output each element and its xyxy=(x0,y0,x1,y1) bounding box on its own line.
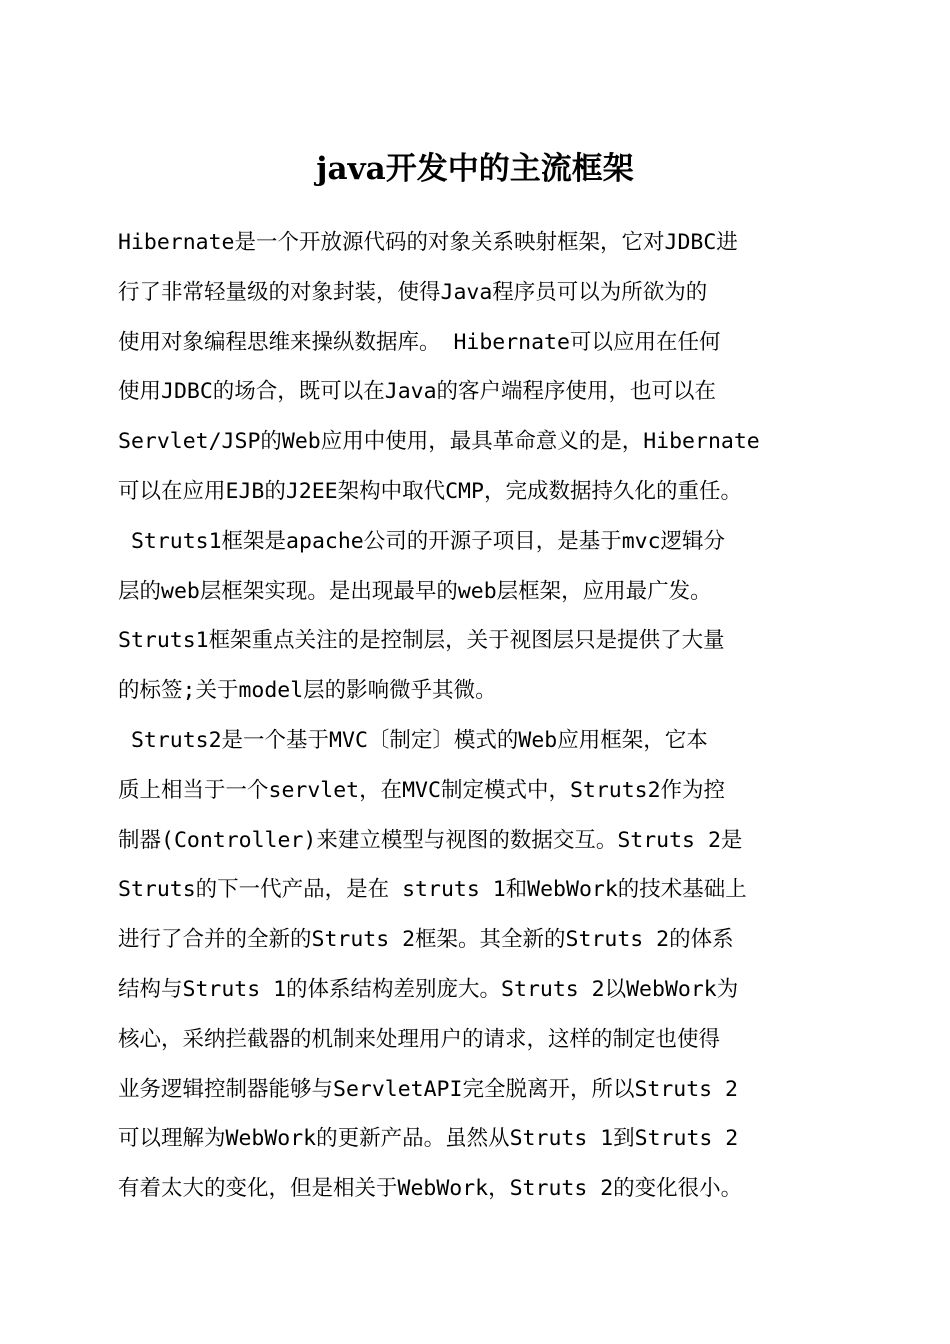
text-line: 可以在应用EJB的J2EE架构中取代CMP，完成数据持久化的重任。 xyxy=(118,478,742,504)
text-line: 结构与Struts 1的体系结构差别庞大。Struts 2以WebWork为 xyxy=(118,976,739,1002)
text-line: 行了非常轻量级的对象封装，使得Java程序员可以为所欲为的 xyxy=(118,279,708,305)
document-title: java开发中的主流框架 xyxy=(316,151,634,187)
text-line: Struts的下一代产品，是在 struts 1和WebWork的技术基础上 xyxy=(118,877,747,903)
text-line: Servlet/JSP的Web应用中使用，最具革命意义的是，Hibernate xyxy=(118,429,760,455)
text-line: Struts1框架重点关注的是控制层，关于视图层只是提供了大量 xyxy=(118,628,725,654)
text-line: 制器(Controller)来建立模型与视图的数据交互。Struts 2是 xyxy=(118,827,743,853)
text-line: 层的web层框架实现。是出现最早的web层框架，应用最广发。 xyxy=(118,578,712,604)
text-line: 可以理解为WebWork的更新产品。虽然从Struts 1到Struts 2 xyxy=(118,1126,739,1152)
document-body xyxy=(118,218,838,1214)
text-line: 业务逻辑控制器能够与ServletAPI完全脱离开，所以Struts 2 xyxy=(118,1076,738,1102)
text-line: 核心，采纳拦截器的机制来处理用户的请求，这样的制定也使得 xyxy=(118,1026,721,1052)
text-line: 使用对象编程思维来操纵数据库。 Hibernate可以应用在任何 xyxy=(118,329,721,355)
text-line: 使用JDBC的场合，既可以在Java的客户端程序使用，也可以在 xyxy=(118,379,717,405)
text-line: 的标签;关于model层的影响微乎其微。 xyxy=(118,678,497,704)
text-line: Hibernate是一个开放源代码的对象关系映射框架，它对JDBC进 xyxy=(118,230,738,255)
text-line: 有着太大的变化，但是相关于WebWork，Struts 2的变化很小。 xyxy=(118,1176,743,1202)
text-line: 质上相当于一个servlet，在MVC制定模式中，Struts2作为控 xyxy=(118,777,726,803)
text-line: Struts2是一个基于MVC〔制定〕模式的Web应用框架，它本 xyxy=(118,727,708,753)
text-line: Struts1框架是apache公司的开源子项目，是基于mvc逻辑分 xyxy=(118,528,726,554)
text-line: 进行了合并的全新的Struts 2框架。其全新的Struts 2的体系 xyxy=(118,927,734,953)
